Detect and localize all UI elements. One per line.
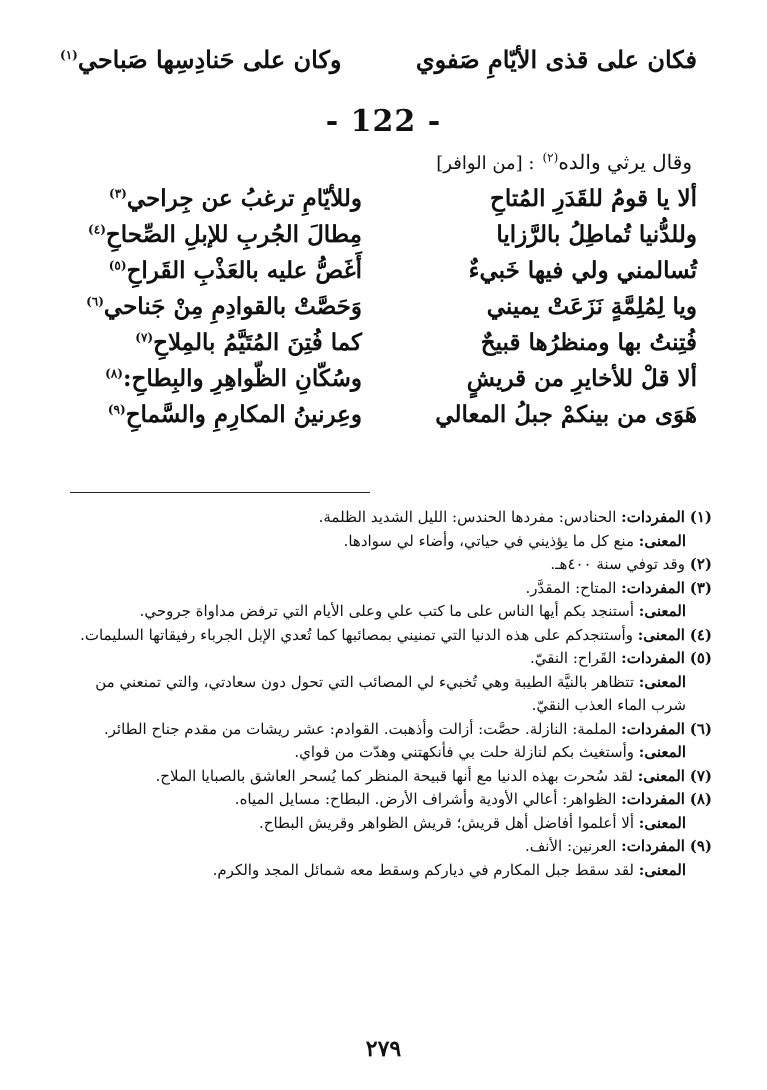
footnote: (٤) المعنى: وأستنجدكم على هذه الدنيا التي تمنيني بمصائبها كما تُعدي الإبل الجرباء رفيقاتها السليمات. [80, 625, 712, 644]
verse-second-half: وسُكّانِ الظّواهِرِ والبِطاحِ:$^{(٨)}$ [105, 365, 362, 392]
footnote: (٦) المفردات: الملمة: النازلة. حصَّت: أزالت وأذهبت. القوادم: عشر ريشات من مقدم جناح الطائر. [103, 719, 712, 738]
verse-first-half: هَوَى من بينكمْ جبلُ المعالي [435, 401, 697, 428]
footnote: المعنى: وأستغيث بكم لنازلة حلت بي فأنكهتني وهدّت من قواي. [294, 743, 686, 761]
poem-meter: : [من الوافر] [436, 153, 535, 174]
top-verse [60, 45, 697, 74]
top-verse-first-half: فكان على قذى الأيّامِ صَفوي [415, 45, 697, 74]
top-verse-second-half: وكان على حَنادِسِها صَباحي$^{(١)}$ [60, 45, 342, 74]
verse-line [62, 365, 697, 401]
footnote: المعنى: منع كل ما يؤذيني في حياتي، وأضاء لي سوادها. [343, 531, 686, 550]
footnote: (٧) المعنى: لقد سُحرت بهذه الدنيا مع أنها قبيحة المنظر كما يُسحر العاشق بالصبايا الملاح. [155, 766, 712, 785]
footnote-ref: (٤) [88, 222, 106, 237]
verse-line [62, 257, 697, 293]
footnote-ref: (٥) [108, 258, 127, 273]
footnote: (١) المفردات: الحنادس: مفردها الحندس: الليل الشديد الظلمة. [318, 508, 712, 526]
verse-first-half: ويا لِمُلِمَّةٍ نَزَعَتْ يميني [486, 293, 697, 320]
footnote-divider [70, 492, 370, 493]
footnote-ref: (٩) [107, 402, 126, 417]
footnote-ref: (٦) [86, 294, 104, 309]
verse-second-half: وَحَصَّتْ بالقوادِمِ مِنْ جَناحي$^{(٦)}$ [86, 293, 362, 320]
verse-first-half: وللدُّنيا تُماطِلُ بالرَّزايا [496, 221, 697, 248]
footnote: (٩) المفردات: العرنين: الأنف. [524, 837, 712, 855]
verse-line [62, 185, 697, 221]
verse-first-half: ألا يا قومُ للقَدَرِ المُتاحِ [490, 185, 697, 212]
verse-line [62, 221, 697, 257]
intro-text: وقال يرثي والده [558, 150, 692, 174]
footnotes [67, 506, 712, 882]
footnote: (٨) المفردات: الظواهر: أعالي الأودية وأشراف الأرض. البطاح: مسايل المياه. [234, 790, 712, 808]
poem-intro [92, 150, 692, 174]
verse-second-half: كما فُتِنَ المُتَيَّمُ بالمِلاحِ$^{(٧)}$ [135, 329, 362, 356]
poem-number: - 122 - [325, 104, 442, 139]
footnote-ref: (٧) [135, 330, 154, 345]
footnote-ref: (١) [60, 48, 78, 62]
verse-line [62, 329, 697, 365]
verse-first-half: ألا قلْ للأخايرِ من قريشٍ [466, 365, 697, 392]
verse-line [62, 401, 697, 437]
verse-second-half: وللأيّامِ ترغبُ عن جِراحي$^{(٣)}$ [109, 185, 362, 212]
footnote: المعنى: أستنجد بكم أيها الناس على ما كتب علي وعلى الأيام التي ترفض مداواة جروحي. [139, 602, 686, 620]
verse-second-half: وعِرنينُ المكارِمِ والسَّماحِ$^{(٩)}$ [107, 401, 362, 428]
verse-line [62, 293, 697, 329]
footnote: المعنى: لقد سقط جبل المكارم في دياركم وسقط معه شمائل المجد والكرم. [212, 860, 686, 879]
footnote: المعنى: ألا أعلموا أفاضل أهل قريش؛ قريش الظواهر وقريش البطاح. [259, 813, 686, 832]
verse-second-half: أَغَصُّ عليه بالعَذْبِ القَراحِ$^{(٥)}$ [108, 257, 362, 284]
verse-first-half: فُتِنتُ بها ومنظرُها قبيحٌ [480, 329, 697, 356]
footnote-ref: (٨) [105, 366, 123, 381]
footnote-ref: (٢) [542, 150, 559, 165]
page-number: ٢٧٩ [365, 1036, 402, 1062]
footnote: المعنى: تتظاهر بالنيَّة الطيبة وهي تُخبيء لي المصائب التي تحول دون سعادتي، والتي تمنعني من شرب الماء العذب النقيّ. [95, 672, 686, 714]
footnote: (٢) وقد توفي سنة ٤٠٠هـ. [550, 555, 712, 573]
footnote: (٥) المفردات: القَراح: النقيّ. [529, 649, 712, 667]
verse-second-half: مِطالَ الجُربِ للإبلِ الصِّحاحِ$^{(٤)}$ [88, 221, 362, 248]
footnote: (٣) المفردات: المتاح: المقدَّر. [525, 578, 712, 597]
poem-verses [62, 185, 697, 437]
footnote-ref: (٣) [109, 186, 127, 201]
verse-first-half: تُسالمني ولي فيها خَبيءٌ [468, 257, 697, 284]
